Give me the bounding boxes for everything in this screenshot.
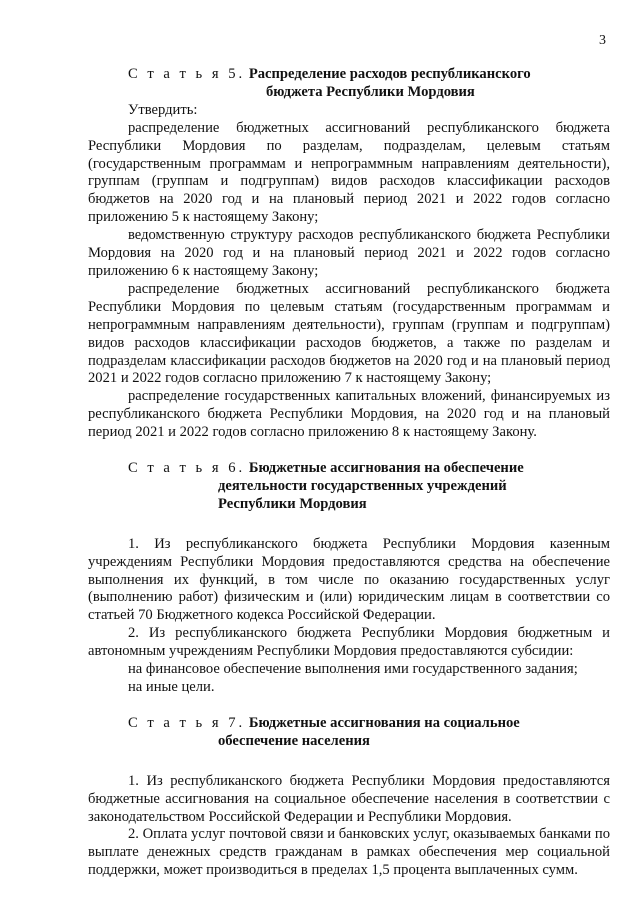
article-6-paragraph-1: 1. Из республиканского бюджета Республики Мордовия казенным учреждениям Республики Мордовия предоставляются средства на обеспечение выполнения их функций, в том числе по оказанию государственных услуг (выполнению работ) физическим и (или) юридическим лицам в соответствии со статьей 70 Бюджетного кодекса Российской Федерации. — [88, 535, 610, 624]
article-7-label: С т а т ь я 7. — [128, 714, 246, 731]
article-6-item-1: на финансовое обеспечение выполнения ими государственного задания; — [128, 661, 578, 678]
article-5-paragraph-1: распределение бюджетных ассигнований республиканского бюджета Республики Мордовия по разделам, подразделам, целевым статьям (государственным программам и непрограммным направлениям деятельности), группам (группам и подгруппам) видов расходов классификации расходов бюджетов на 2020 год и на плановый период 2021 и 2022 годов согласно приложению 5 к настоящему Закону; — [88, 119, 610, 226]
article-7-title-line1: Бюджетные ассигнования на социальное — [248, 714, 520, 731]
article-7-paragraph-2: 2. Оплата услуг почтовой связи и банковских услуг, оказываемых банками по выплате денежных средств гражданам в рамках обеспечения мер социальной поддержки, может производиться в пределах 1,5 процента выплаченных сумм. — [88, 826, 610, 879]
article-6-label: С т а т ь я 6. — [128, 460, 246, 477]
article-5-title-line2: бюджета Республики Мордовия — [266, 83, 475, 100]
article-5-heading — [88, 66, 610, 102]
article-6-heading — [88, 460, 610, 514]
article-6-title-line3: Республики Мордовия — [218, 495, 367, 512]
article-7-heading — [88, 715, 610, 751]
document-body — [88, 66, 610, 880]
article-6-title-line1: Бюджетные ассигнования на обеспечение — [248, 460, 524, 477]
article-5-paragraph-3: распределение бюджетных ассигнований республиканского бюджета Республики Мордовия по целевым статьям (государственным программам и непрограммным направлениям деятельности), группам (группам и подгруппам) видов расходов классификации расходов бюджетов, а также по разделам и подразделам классификации расходов бюджетов на 2020 год и на плановый период 2021 и 2022 годов согласно приложению 7 к настоящему Закону; — [88, 280, 610, 387]
article-5-paragraph-4: распределение государственных капитальных вложений, финансируемых из республиканского бюджета Республики Мордовия, на 2020 год и на плановый период 2021 и 2022 годов согласно приложению 8 к настоящему Закону. — [88, 388, 610, 441]
page-number: 3 — [599, 33, 606, 48]
article-6-paragraph-2: 2. Из республиканского бюджета Республики Мордовия бюджетным и автономным учреждениям Республики Мордовия предоставляются субсидии: — [88, 625, 610, 660]
article-5-label: С т а т ь я 5. — [128, 66, 246, 82]
article-7-title-line2: обеспечение населения — [218, 732, 370, 749]
article-5-title-line1: Распределение расходов республиканского — [248, 66, 531, 82]
article-7-paragraph-1: 1. Из республиканского бюджета Республики Мордовия предоставляются бюджетные ассигнования на социальное обеспечение населения в соответствии с законодательством Российской Федерации и Республики Мордовия. — [88, 772, 610, 825]
article-5-paragraph-2: ведомственную структуру расходов республиканского бюджета Республики Мордовия на 2020 год и на плановый период 2021 и 2022 годов согласно приложению 6 к настоящему Закону; — [88, 227, 610, 279]
article-6-item-2: на иные цели. — [128, 679, 215, 695]
article-5-intro: Утвердить: — [128, 101, 198, 118]
article-6-title-line2: деятельности государственных учреждений — [218, 477, 507, 494]
